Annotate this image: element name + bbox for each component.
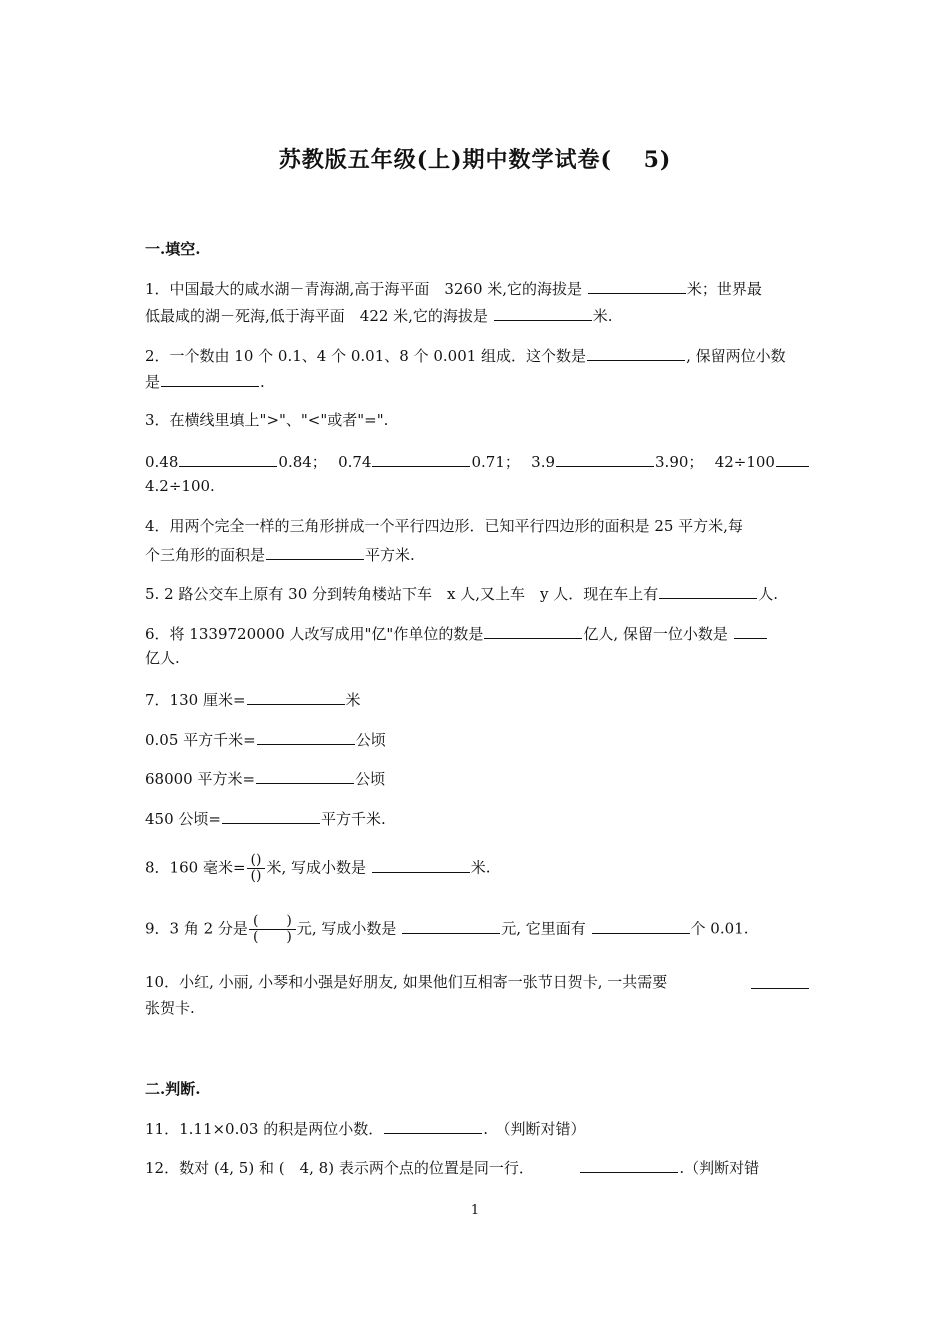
answer-blank[interactable] (179, 450, 277, 467)
question-8: 8．160 毫米= $\frac{()}{()}$ 米, 写成小数是 米. (145, 852, 491, 884)
question-4-line-1: 4．用两个完全一样的三角形拼成一个平行四边形．已知平行四边形的面积是 25 平方米,每 (145, 517, 743, 535)
question-5: 5. 2 路公交车上原有 30 分到转角楼站下车 x 人,又上车 y 人．现在车上有 人. (145, 582, 810, 604)
answer-blank[interactable] (402, 917, 500, 934)
section-heading-true-false: 二.判断. (145, 1080, 201, 1098)
question-9: 9．3 角 2 分是 $\frac{( )}{( )}$ 元, 写成小数是 元, 它里面有 个 0.01. (145, 913, 749, 945)
question-3-comparisons (145, 450, 810, 472)
question-6-line-1: 6．将 1339720000 人改写成用"亿"作单位的数是 亿人, 保留一位小数是 (145, 622, 810, 644)
question-7-item-3: 68000 平方米= 公顷 (145, 767, 810, 789)
question-7-item-2: 0.05 平方千米= 公顷 (145, 728, 810, 750)
answer-blank[interactable] (659, 582, 757, 599)
question-2-line-2: 是 . (145, 370, 810, 392)
question-1-line-1: 1．中国最大的咸水湖－青海湖,高于海平面 3260 米,它的海拔是 米；世界最 (145, 277, 810, 299)
question-1-line-2: 低最咸的湖－死海,低于海平面 422 米,它的海拔是 米. (145, 304, 810, 326)
answer-blank[interactable] (222, 807, 320, 824)
page-number: 1 (470, 1203, 480, 1218)
question-6-line-2: 亿人. (145, 649, 180, 667)
question-2-line-1: 2．一个数由 10 个 0.1、4 个 0.01、8 个 0.001 组成．这个数是 , 保留两位小数 (145, 344, 810, 366)
answer-blank[interactable] (588, 277, 686, 294)
answer-blank[interactable] (384, 1117, 482, 1134)
comparison-item: 0.48 0.84； (145, 450, 327, 472)
question-10-line-2: 张贺卡. (145, 999, 195, 1017)
question-3-line-3: 4.2÷100. (145, 477, 215, 495)
answer-blank[interactable] (161, 370, 259, 387)
comparison-item: 0.74 0.71； (338, 450, 520, 472)
question-10-line-1: 10．小红, 小丽, 小琴和小强是好朋友, 如果他们互相寄一张节日贺卡, 一共需要 (145, 972, 810, 992)
question-4-line-2: 个三角形的面积是 平方米. (145, 543, 810, 565)
answer-blank[interactable] (556, 450, 654, 467)
answer-blank[interactable] (257, 728, 355, 745)
answer-blank[interactable] (247, 688, 345, 705)
answer-blank[interactable] (256, 767, 354, 784)
answer-blank[interactable] (592, 917, 690, 934)
question-3-line-1: 3．在横线里填上">"、"<"或者"=". (145, 411, 389, 429)
comparison-item: 42÷100 (715, 450, 810, 472)
question-7-item-1: 7．130 厘米= 米 (145, 688, 810, 710)
answer-blank[interactable] (494, 304, 592, 321)
page-title: 苏教版五年级(上)期中数学试卷( 5) (278, 147, 672, 173)
answer-blank[interactable] (734, 622, 767, 639)
answer-blank[interactable] (587, 344, 685, 361)
answer-blank[interactable] (751, 972, 809, 989)
question-12: 12．数对 (4, 5) 和 ( 4, 8) 表示两个点的位置是同一行． .（判断对错 (145, 1156, 810, 1178)
section-heading-fill-blank: 一.填空. (145, 240, 201, 258)
question-11: 11．1.11×0.03 的积是两位小数． . （判断对错） (145, 1117, 810, 1139)
answer-blank[interactable] (580, 1156, 678, 1173)
answer-blank[interactable] (266, 543, 364, 560)
answer-blank[interactable] (372, 450, 470, 467)
answer-blank[interactable] (484, 622, 582, 639)
answer-blank[interactable] (372, 856, 470, 873)
question-7-item-4: 450 公顷= 平方千米. (145, 807, 810, 829)
fraction-blank[interactable]: $\frac{( )}{( )}$ (249, 914, 296, 945)
fraction-blank[interactable]: $\frac{()}{()}$ (247, 853, 266, 884)
answer-blank[interactable] (776, 450, 809, 467)
comparison-item: 3.9 3.90； (531, 450, 703, 472)
